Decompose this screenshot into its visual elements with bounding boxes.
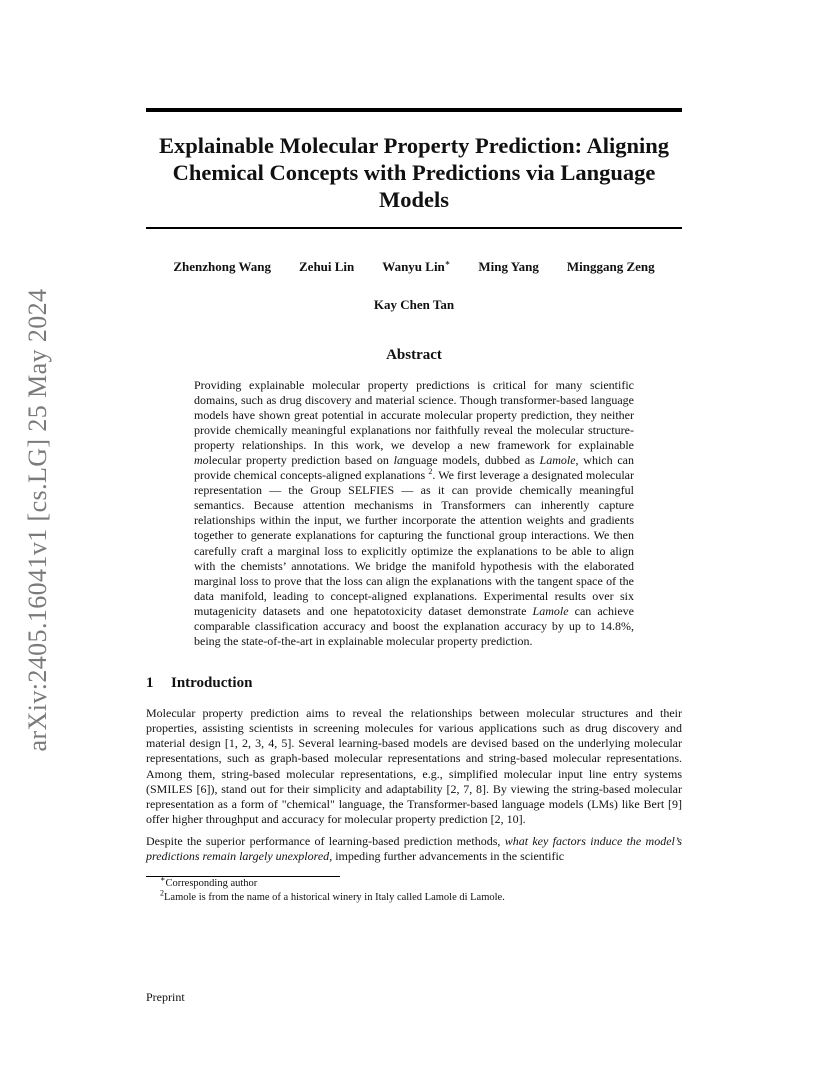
intro-paragraph: Molecular property prediction aims to reveal the relationships between molecular structures and their properties, assisting scientists in screening molecules for various applications such as drug discovery and material design [1, 2, 3, 4, 5]. Several learning-based models are devised based on the underlying molecular representations, such as graph-based molecular representations and string-based molecular representations. Among them, string-based molecular representations, e.g., simplified molecular input line entry systems (SMILES [6]), stand out for their simplicity and adaptability [2, 7, 8]. By viewing the string-based molecular representation as a form of "chemical" language, the Transformer-based language models (LMs) like Bert [9] offer higher throughput and accuracy for molecular property prediction [2, 10]. [146,706,682,826]
author-name: Zhenzhong Wang [173,258,271,274]
author-list [146,259,682,275]
footnote-lamole-name: $^2$Lamole is from the name of a historical winery in Italy called Lamole di Lamole. [160,888,505,904]
author-name: Kay Chen Tan [373,296,455,312]
title-top-rule [146,108,682,112]
section-heading-introduction [146,675,682,692]
preprint-footer: Preprint [146,990,185,1004]
paper-title: Explainable Molecular Property Prediction: Aligning Chemical Concepts with Predictions via Language Models [159,133,669,212]
footnote-corresponding-author: ∗Corresponding author [160,874,258,890]
intro-paragraph: Despite the superior performance of learning-based prediction methods, what key factors induce the model’s predictions remain largely unexplored, impeding further advancements in the scientific [146,833,682,864]
footnote-reference: 2 [428,467,433,477]
abstract-heading: Abstract [386,346,442,363]
arxiv-identifier: arXiv:2405.16041v1 [cs.LG] 25 May 2024 [23,288,52,752]
corresponding-author-mark: ∗ [444,258,451,268]
section-number: 1 [146,675,154,692]
author-name: Zehui Lin [299,258,355,274]
paper-page [146,108,682,905]
title-bottom-rule [146,227,682,229]
author-name-corresponding: Wanyu Lin∗ [382,258,451,274]
abstract-body: Providing explainable molecular property predictions is critical for many scientific domains, such as drug discovery and material science. Though transformer-based language models have shown great potential in accurate molecular property prediction, they neither provide chemically meaningful explanations nor faithfully reveal the molecular structure-property relationships. In this work, we develop a new framework for explainable molecular property prediction based on language models, dubbed as Lamole, which can provide chemical concepts-aligned explanations $^2$. We first leverage a designated molecular representation — the Group SELFIES — as it can provide chemically meaningful semantics. Because attention mechanisms in Transformers can inherently capture relationships within the input, we further incorporate the attention weights and gradients together to generate explanations for capturing the functional group interactions. We then carefully craft a marginal loss to explicitly optimize the explanations to be able to align with the chemists’ annotations. We bridge the manifold hypothesis with the elaborated marginal loss to prove that the loss can align the explanations with the tangent space of the data manifold, leading to concept-aligned explanations. Experimental results over six mutagenicity datasets and one hepatotoxicity dataset demonstrate Lamole can achieve comparable classification accuracy and boost the explanation accuracy by up to 14.8%, being the state-of-the-art in explainable molecular property prediction. [194,377,634,649]
section-title: Introduction [171,675,253,692]
arxiv-sidebar-stamp [16,270,60,770]
author-name: Minggang Zeng [566,258,655,274]
author-name: Ming Yang [478,258,539,274]
